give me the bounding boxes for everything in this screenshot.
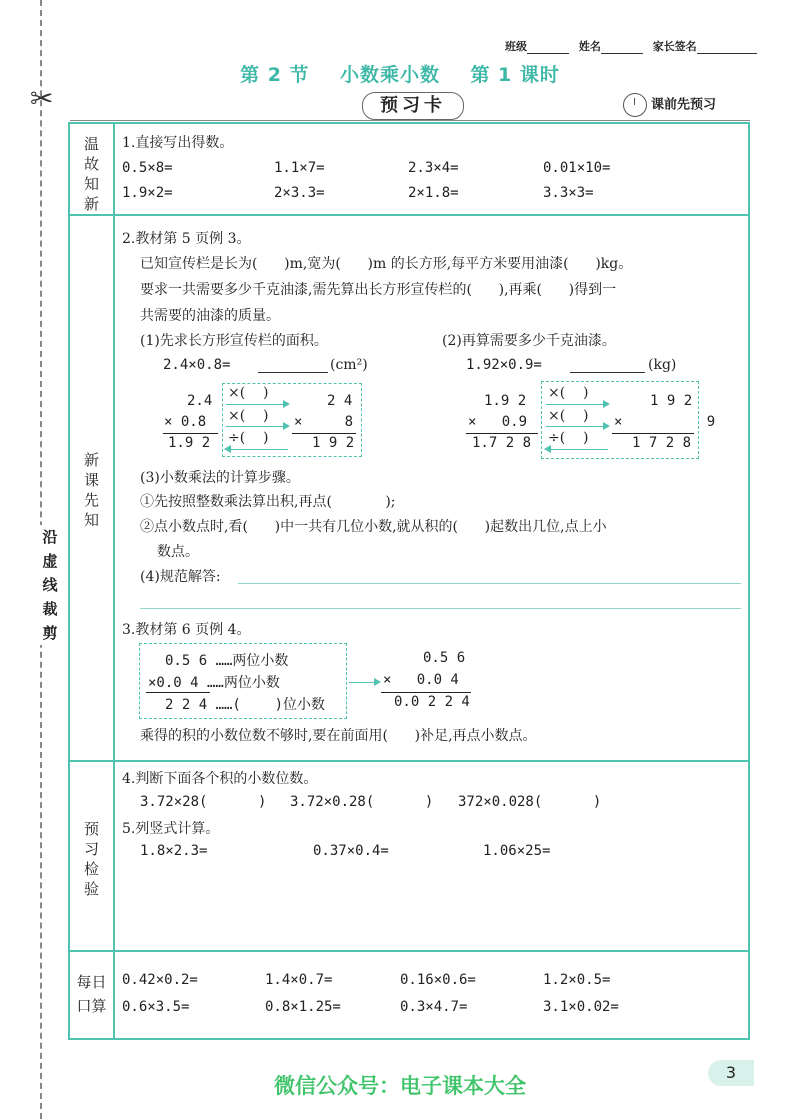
q3-result-line — [381, 692, 471, 693]
q2-heading: 2.教材第 5 页例 3。 — [122, 231, 251, 247]
q5-item: 1.8×2.3= — [140, 843, 208, 859]
calc2-b: × 0.9 — [468, 414, 528, 430]
q4-heading: 4.判断下面各个积的小数位数。 — [122, 771, 318, 787]
page-number: 3 — [708, 1060, 754, 1086]
q4-item: 3.72×28( ) — [140, 794, 267, 810]
review-item: 2×3.3= — [274, 185, 325, 201]
calc1-op-2: ×( ) — [228, 408, 269, 424]
arrow-right-icon — [349, 682, 379, 683]
q3-result-3: 0.0 2 2 4 — [394, 694, 470, 710]
q2-step-2-title: (2)再算需要多少千克油漆。 — [442, 333, 616, 349]
review-item: 0.5×8= — [122, 160, 173, 176]
calc2-op-2: ×( ) — [548, 408, 589, 424]
calc1-op-3: ÷( ) — [228, 430, 269, 446]
daily-item: 0.3×4.7= — [400, 999, 468, 1015]
q4-item: 372×0.028( ) — [458, 794, 602, 810]
calc1-b: × 0.8 — [164, 414, 207, 430]
calc2-f: 1 7 2 8 — [632, 435, 692, 451]
q2-step-3-rule-1: ①先按照整数乘法算出积,再点( ); — [140, 494, 396, 510]
clock-icon — [623, 93, 647, 117]
calc1-a: 2.4 — [187, 393, 213, 409]
q2-step-3-rule-2b: 数点。 — [157, 544, 199, 560]
eq1-lhs: 2.4×0.8= — [163, 357, 231, 373]
calc2-op-3: ÷( ) — [548, 430, 589, 446]
calc1-f: 1 9 2 — [312, 435, 355, 451]
calc2-e: × 9 — [614, 414, 716, 430]
q2-step-3-rule-2: ②点小数点时,看( )中一共有几位小数,就从积的( )起数出几位,点上小 — [140, 519, 607, 535]
row-divider — [70, 950, 748, 952]
header-divider — [70, 120, 750, 121]
q3-row-1: 0.5 6 ……两位小数 — [165, 653, 289, 669]
q2-paragraph-2: 要求一共需要多少千克油漆,需先算出长方形宣传栏的( ),再乘( )得到一 — [140, 282, 617, 298]
q3-note: 乘得的积的小数位数不够时,要在前面用( )补足,再点小数点。 — [140, 728, 537, 744]
calc2-line — [466, 433, 538, 434]
q2-step-1-title: (1)先求长方形宣传栏的面积。 — [140, 333, 328, 349]
class-field[interactable] — [527, 43, 569, 54]
card-badge: 预习卡 — [362, 92, 464, 120]
calc1-c: 1.9 2 — [168, 435, 211, 451]
arrow-left-icon — [546, 449, 608, 450]
review-item: 1.9×2= — [122, 185, 173, 201]
calc1-e: × 8 — [294, 414, 354, 430]
calc2-line-2 — [612, 433, 694, 434]
section-label-new: 新 课 先 知 — [83, 451, 99, 529]
q2-step-4-title: (4)规范解答: — [140, 569, 221, 585]
scissors-icon: ✂ — [30, 82, 54, 115]
daily-item: 0.42×0.2= — [122, 972, 198, 988]
section-label-review: 温 故 知 新 — [83, 135, 99, 213]
review-heading: 1.直接写出得数。 — [122, 135, 234, 151]
row-divider — [70, 760, 748, 762]
eq2-lhs: 1.92×0.9= — [466, 357, 542, 373]
q3-heading: 3.教材第 6 页例 4。 — [122, 622, 251, 638]
arrow-left-icon — [226, 449, 288, 450]
cut-instruction: 沿 虚 线 裁 剪 — [38, 525, 62, 645]
eq1-answer-blank[interactable] — [258, 358, 328, 373]
q3-line — [146, 692, 210, 693]
parent-sign-label: 家长签名 — [652, 40, 697, 53]
section-label-check: 预 习 检 验 — [83, 820, 99, 898]
q2-paragraph-3: 共需要的油漆的质量。 — [140, 308, 280, 324]
name-label: 姓名 — [578, 40, 601, 53]
arrow-right-icon — [546, 404, 608, 405]
eq2-unit: (kg) — [648, 357, 677, 373]
q5-heading: 5.列竖式计算。 — [122, 821, 220, 837]
student-info — [505, 38, 763, 54]
arrow-right-icon — [226, 426, 288, 427]
daily-item: 0.6×3.5= — [122, 999, 190, 1015]
column-divider — [113, 124, 115, 1038]
preview-tag — [623, 93, 716, 117]
calc2-c: 1.7 2 8 — [472, 435, 532, 451]
page-title: 第 2 节 小数乘小数 第 1 课时 — [240, 64, 560, 86]
daily-item: 0.16×0.6= — [400, 972, 476, 988]
review-item: 2.3×4= — [408, 160, 459, 176]
parent-sign-field[interactable] — [697, 43, 757, 54]
class-label: 班级 — [505, 40, 527, 53]
eq1-unit: (cm²) — [330, 357, 368, 373]
arrow-right-icon — [546, 426, 608, 427]
calc1-op-1: ×( ) — [228, 385, 269, 401]
q3-row-2: ×0.0 4 ……两位小数 — [148, 675, 280, 691]
q4-item: 3.72×0.28( ) — [290, 794, 434, 810]
daily-item: 1.4×0.7= — [265, 972, 333, 988]
eq2-answer-blank[interactable] — [570, 358, 645, 373]
answer-line[interactable] — [140, 608, 741, 609]
q2-step-3-title: (3)小数乘法的计算步骤。 — [140, 470, 300, 486]
calc2-a: 1.9 2 — [484, 393, 527, 409]
name-field[interactable] — [601, 43, 643, 54]
review-item: 0.01×10= — [543, 160, 611, 176]
watermark: 微信公众号：电子课本大全 — [274, 1074, 526, 1098]
q5-item: 0.37×0.4= — [313, 843, 389, 859]
daily-item: 3.1×0.02= — [543, 999, 619, 1015]
calc2-op-1: ×( ) — [548, 385, 589, 401]
row-divider — [70, 214, 748, 216]
arrow-right-icon — [226, 404, 288, 405]
section-label-daily: 每日 口算 — [76, 973, 107, 1015]
calc1-line-2 — [292, 433, 356, 434]
q3-result-1: 0.5 6 — [423, 650, 466, 666]
q2-paragraph-1: 已知宣传栏是长为( )m,宽为( )m 的长方形,每平方米要用油漆( )kg。 — [140, 256, 633, 272]
daily-item: 0.8×1.25= — [265, 999, 341, 1015]
answer-line[interactable] — [238, 583, 741, 584]
review-item: 3.3×3= — [543, 185, 594, 201]
q3-row-3: 2 2 4 ……( )位小数 — [165, 697, 326, 713]
daily-item: 1.2×0.5= — [543, 972, 611, 988]
review-item: 2×1.8= — [408, 185, 459, 201]
calc2-d: 1 9 2 — [650, 393, 693, 409]
q5-item: 1.06×25= — [483, 843, 551, 859]
calc1-line — [163, 433, 218, 434]
calc1-d: 2 4 — [327, 393, 353, 409]
q3-result-2: × 0.0 4 — [383, 672, 459, 688]
preview-tag-text: 课前先预习 — [651, 97, 717, 113]
review-item: 1.1×7= — [274, 160, 325, 176]
